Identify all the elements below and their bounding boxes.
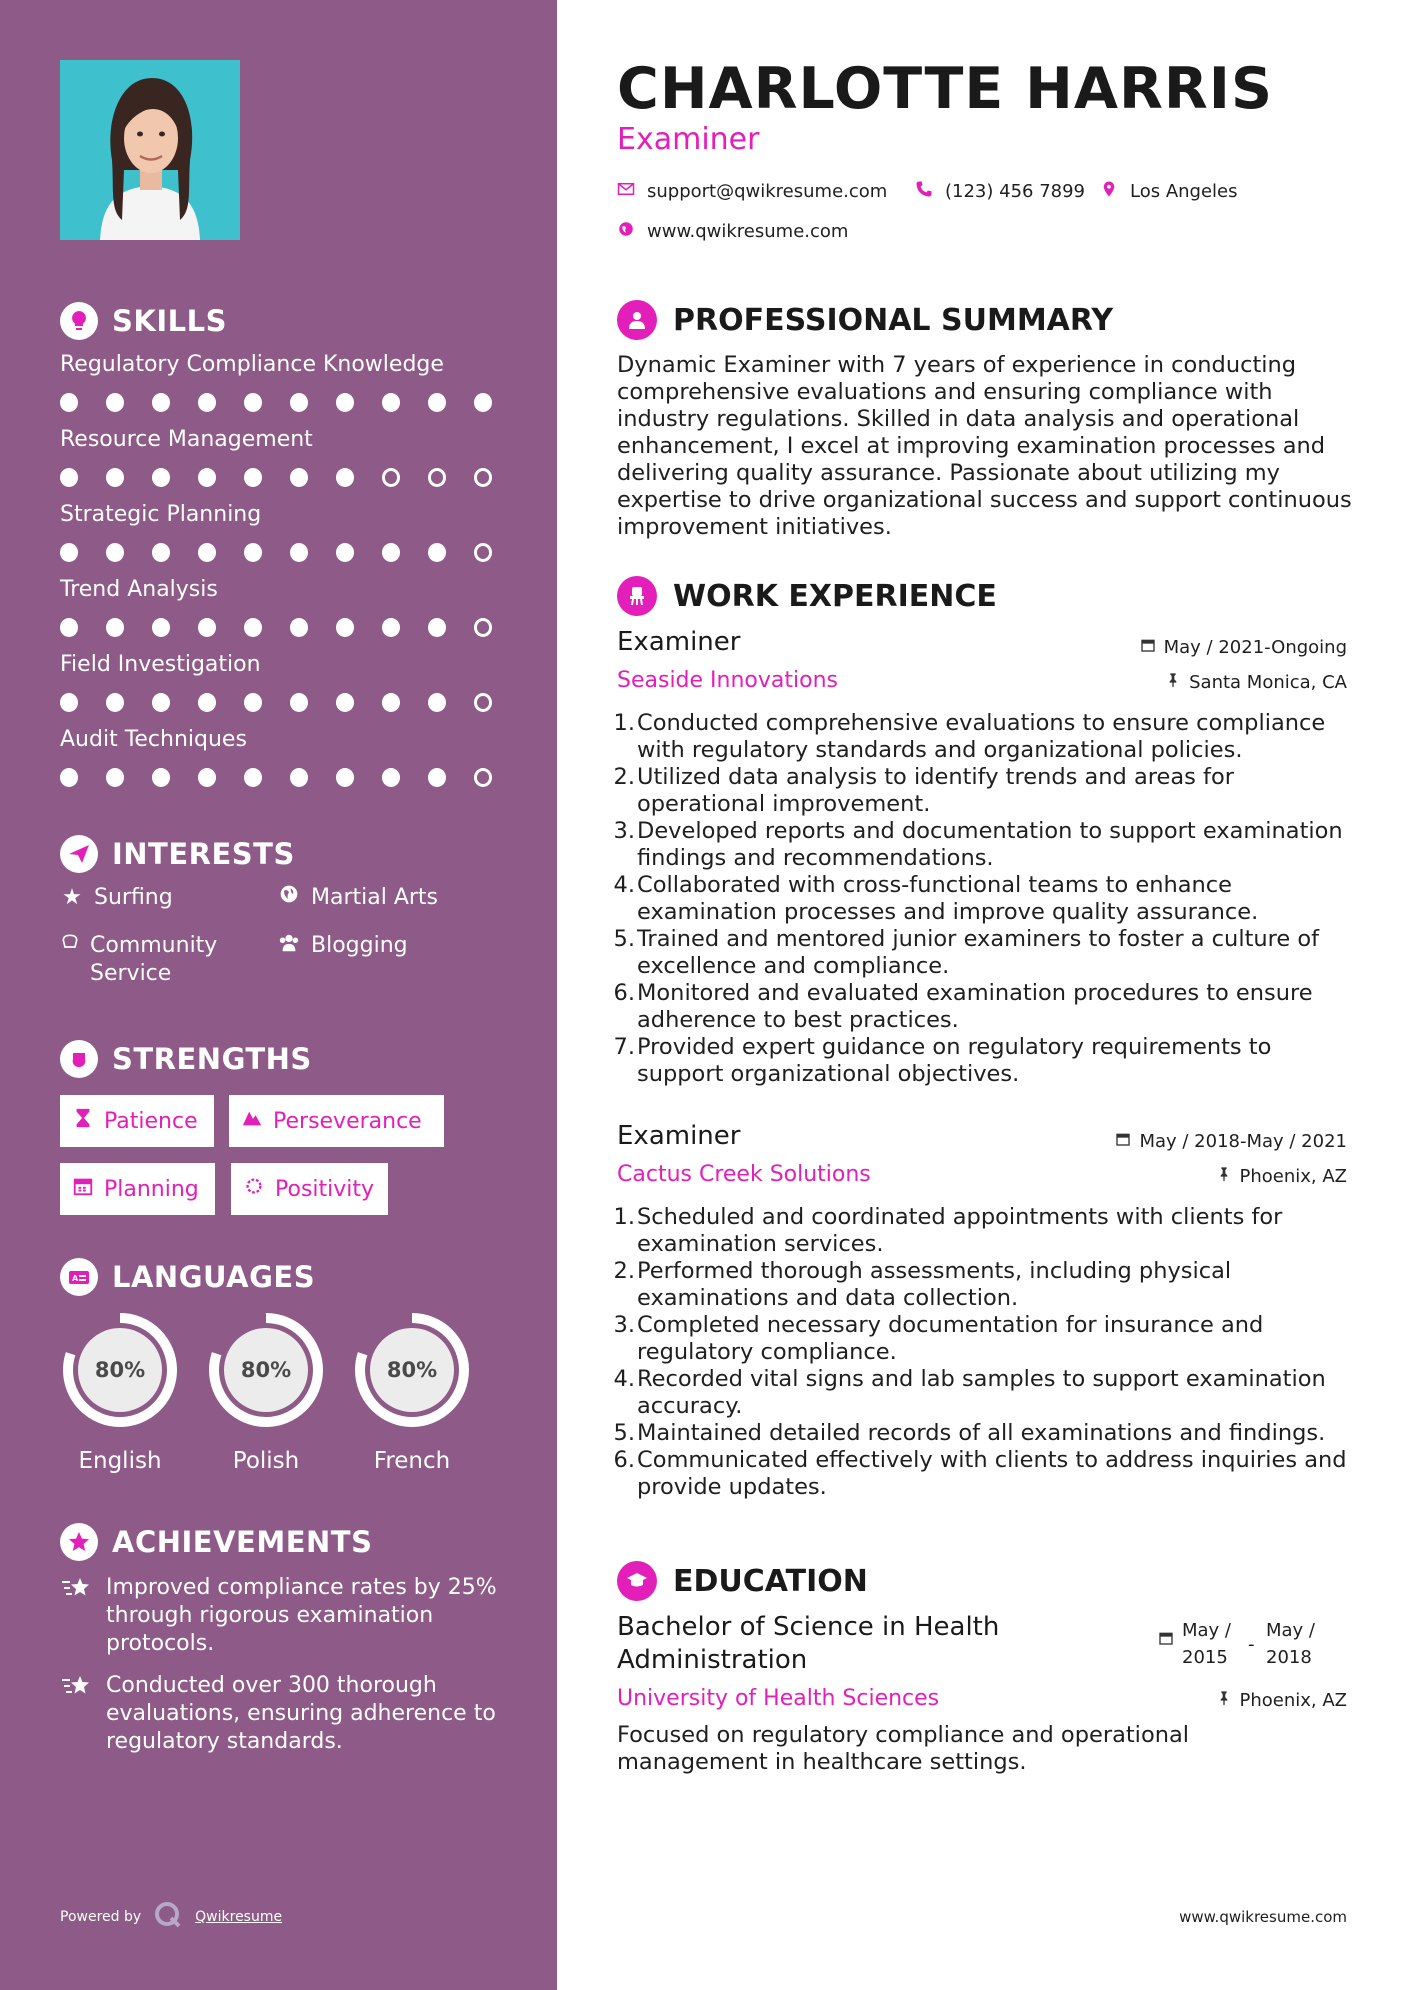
languages-heading (60, 1258, 315, 1296)
skills-title: SKILLS (112, 304, 227, 338)
achievement-item: Improved compliance rates by 25% through rigorous examination protocols. (60, 1574, 500, 1658)
candidate-name: CHARLOTTE HARRIS (617, 56, 1273, 122)
rating-dot-filled (152, 618, 170, 637)
rating-dot-empty (474, 543, 492, 562)
skill-item (60, 427, 520, 487)
skill-item (60, 577, 520, 637)
rating-dot-filled (60, 468, 78, 487)
rating-dot-filled (60, 768, 78, 787)
sun-icon (243, 1175, 265, 1203)
paper-plane-icon (60, 835, 98, 873)
rating-dot-filled (290, 393, 308, 412)
rating-dot-filled (336, 693, 354, 712)
rating-dot-filled (474, 393, 492, 412)
rating-dot-filled (198, 768, 216, 787)
rating-dot-filled (152, 693, 170, 712)
rating-dot-empty (382, 468, 400, 487)
language-ring (204, 1308, 328, 1432)
skills-heading (60, 302, 227, 340)
calendar-icon (1115, 1131, 1131, 1152)
rating-dot-filled (198, 393, 216, 412)
interest-item: Community Service (60, 932, 260, 988)
contact-phone: (123) 456 7899 (915, 180, 1085, 203)
list-item: 2. Utilized data analysis to identify trends and areas for operational improvement. (613, 764, 1234, 817)
rating-dot-filled (290, 693, 308, 712)
rating-dot-filled (244, 468, 262, 487)
mail-icon (617, 180, 635, 203)
rating-dot-filled (152, 768, 170, 787)
strength-badge: Perseverance (229, 1095, 444, 1147)
language-percent: 80% (94, 1358, 146, 1382)
chair-icon (617, 576, 657, 616)
rating-dot-filled (60, 693, 78, 712)
globe-icon (277, 884, 301, 912)
skill-item (60, 352, 520, 412)
rating-dot-filled (428, 693, 446, 712)
job-duties-list (611, 1204, 1351, 1501)
education-description: Focused on regulatory compliance and operational management in healthcare settings. (617, 1722, 1190, 1775)
company-name: Cactus Creek Solutions (617, 1162, 871, 1187)
stars-icon (60, 1672, 94, 1756)
skill-name: Resource Management (60, 427, 313, 452)
qwikresume-link[interactable]: Qwikresume (195, 1909, 283, 1925)
graduation-cap-icon (617, 1561, 657, 1601)
star-icon: ★ (62, 885, 82, 910)
rating-dot-filled (382, 393, 400, 412)
rating-dot-filled (382, 543, 400, 562)
rating-dot-filled (244, 618, 262, 637)
rating-dot-filled (106, 768, 124, 787)
language-name: Polish (232, 1448, 300, 1474)
list-item: 6. Communicated effectively with clients to address inquiries and provide updates. (613, 1447, 1347, 1500)
language-percent: 80% (240, 1358, 292, 1382)
rating-dot-filled (382, 693, 400, 712)
star-badge-icon (60, 1523, 98, 1561)
strength-badge: Planning (60, 1163, 215, 1215)
pushpin-icon (1216, 1166, 1232, 1187)
list-item: 5. Maintained detailed records of all examinations and findings. (613, 1420, 1326, 1446)
education-dates: May / 2015 - May / 2018 (1158, 1617, 1324, 1671)
interests-heading (60, 835, 295, 873)
achievements-title: ACHIEVEMENTS (112, 1525, 373, 1559)
users-icon (277, 932, 301, 962)
contact-website[interactable]: www.qwikresume.com (617, 220, 848, 243)
education-heading: EDUCATION (617, 1561, 868, 1601)
skill-item (60, 502, 520, 562)
job-location: Santa Monica, CA (1165, 672, 1347, 693)
skill-rating (60, 768, 520, 787)
rating-dot-filled (198, 693, 216, 712)
rating-dot-empty (474, 768, 492, 787)
rating-dot-filled (152, 543, 170, 562)
achievement-item: Conducted over 300 thorough evaluations, ensuring adherence to regulatory standards. (60, 1672, 500, 1756)
list-item: 4. Collaborated with cross-functional teams to enhance examination processes and improve quality assurance. (613, 872, 1259, 925)
avatar (60, 60, 240, 240)
language-name: French (373, 1448, 451, 1474)
location-pin-icon (1100, 180, 1118, 203)
rating-dot-filled (106, 693, 124, 712)
contact-email[interactable]: support@qwikresume.com (617, 180, 887, 203)
lightbulb-icon (60, 302, 98, 340)
rating-dot-filled (198, 618, 216, 637)
phone-icon (915, 180, 933, 203)
rating-dot-filled (244, 768, 262, 787)
skill-name: Trend Analysis (60, 577, 218, 602)
strength-badge: Positivity (231, 1163, 388, 1215)
stars-icon (60, 1574, 94, 1658)
rating-dot-filled (106, 393, 124, 412)
globe-icon (617, 220, 635, 243)
skill-name: Audit Techniques (60, 727, 247, 752)
rating-dot-filled (382, 768, 400, 787)
rating-dot-filled (336, 393, 354, 412)
job-duties-list (611, 710, 1351, 1088)
candidate-role: Examiner (617, 122, 760, 157)
job-title: Examiner (617, 1121, 741, 1151)
strength-badge: Patience (60, 1095, 214, 1147)
fist-icon (60, 1040, 98, 1078)
calendar-icon (1158, 1627, 1174, 1671)
profile-photo (60, 60, 240, 240)
language-name: English (78, 1448, 162, 1474)
sidebar (0, 0, 557, 1990)
rating-dot-filled (336, 768, 354, 787)
skill-name: Field Investigation (60, 652, 261, 677)
rating-dot-filled (60, 543, 78, 562)
skill-rating (60, 693, 520, 712)
list-item: 1. Scheduled and coordinated appointments with clients for examination services. (613, 1204, 1283, 1257)
interest-item: Blogging (277, 932, 408, 962)
user-icon (617, 300, 657, 340)
rating-dot-filled (428, 618, 446, 637)
rating-dot-filled (152, 468, 170, 487)
pushpin-icon (1216, 1690, 1232, 1711)
rating-dot-filled (428, 393, 446, 412)
rating-dot-empty (474, 618, 492, 637)
language-ring (350, 1308, 474, 1432)
degree: Bachelor of Science in Health Administration (617, 1612, 1000, 1675)
rating-dot-filled (60, 393, 78, 412)
rating-dot-filled (198, 468, 216, 487)
contact-location: Los Angeles (1100, 180, 1238, 203)
calendar-icon (1140, 637, 1156, 658)
language-ring (58, 1308, 182, 1432)
job-dates: May / 2021-Ongoing (1140, 637, 1347, 658)
summary-heading: PROFESSIONAL SUMMARY (617, 300, 1113, 340)
skill-rating (60, 618, 520, 637)
list-item: 4. Recorded vital signs and lab samples to support examination accuracy. (613, 1366, 1326, 1419)
language-item (204, 1308, 328, 1474)
rating-dot-filled (244, 393, 262, 412)
company-name: Seaside Innovations (617, 668, 838, 693)
hands-icon (60, 932, 80, 988)
list-item: 5. Trained and mentored junior examiners to foster a culture of excellence and compliance. (613, 926, 1320, 979)
rating-dot-filled (382, 618, 400, 637)
rating-dot-filled (244, 693, 262, 712)
list-item: 3. Developed reports and documentation to support examination findings and recommendations. (613, 818, 1343, 871)
list-item: 6. Monitored and evaluated examination procedures to ensure adherence to best practices. (613, 980, 1313, 1033)
hourglass-icon (72, 1107, 94, 1135)
education-location: Phoenix, AZ (1216, 1690, 1348, 1711)
rating-dot-filled (290, 468, 308, 487)
rating-dot-filled (152, 393, 170, 412)
rating-dot-filled (60, 618, 78, 637)
skill-item (60, 727, 520, 787)
mountain-icon (241, 1107, 263, 1135)
job-location: Phoenix, AZ (1216, 1166, 1348, 1187)
rating-dot-filled (428, 543, 446, 562)
list-item: 7. Provided expert guidance on regulatory requirements to support organizational objectives. (613, 1034, 1272, 1087)
language-item (350, 1308, 474, 1474)
rating-dot-filled (198, 543, 216, 562)
strengths-heading (60, 1040, 312, 1078)
list-item: 3. Completed necessary documentation for insurance and regulatory compliance. (613, 1312, 1264, 1365)
pushpin-icon (1165, 672, 1181, 693)
interests-title: INTERESTS (112, 837, 295, 871)
interest-item: ★ Surfing (60, 884, 173, 912)
achievements-heading (60, 1523, 372, 1561)
skill-rating (60, 468, 520, 487)
strengths-title: STRENGTHS (112, 1042, 312, 1076)
skill-name: Strategic Planning (60, 502, 262, 527)
language-percent: 80% (386, 1358, 438, 1382)
skill-rating (60, 543, 520, 562)
summary-text: Dynamic Examiner with 7 years of experience in conducting comprehensive evaluations and ensuring compliance with industry regulations. Skilled in data analysis and operational enhancement, I excel at improving examination processes and delivering quality assurance. Passionate about utilizing my expertise to drive organizational success and support continuous improvement initiatives. (617, 352, 1352, 540)
job-dates: May / 2018-May / 2021 (1115, 1131, 1347, 1152)
rating-dot-filled (336, 618, 354, 637)
language-item (58, 1308, 182, 1474)
powered-by: Powered by Qwikresume (60, 1900, 282, 1934)
skill-rating (60, 393, 520, 412)
languages-title: LANGUAGES (112, 1260, 316, 1294)
list-item: 2. Performed thorough assessments, including physical examinations and data collection. (613, 1258, 1232, 1311)
skill-name: Regulatory Compliance Knowledge (60, 352, 444, 377)
skill-item (60, 652, 520, 712)
language-icon (60, 1258, 98, 1296)
rating-dot-empty (428, 468, 446, 487)
rating-dot-filled (106, 468, 124, 487)
svg-text:A: A (72, 1274, 79, 1283)
interest-item: Martial Arts (277, 884, 438, 912)
rating-dot-filled (106, 543, 124, 562)
rating-dot-filled (290, 768, 308, 787)
rating-dot-filled (106, 618, 124, 637)
rating-dot-filled (244, 543, 262, 562)
list-item: 1. Conducted comprehensive evaluations to ensure compliance with regulatory standards and organizational policies. (613, 710, 1326, 763)
experience-heading: WORK EXPERIENCE (617, 576, 997, 616)
rating-dot-filled (290, 618, 308, 637)
rating-dot-filled (336, 468, 354, 487)
rating-dot-filled (290, 543, 308, 562)
footer-website[interactable]: www.qwikresume.com (1179, 1908, 1347, 1926)
qwikresume-logo-icon (153, 1900, 183, 1934)
school-name: University of Health Sciences (617, 1686, 940, 1711)
job-title: Examiner (617, 627, 741, 657)
rating-dot-filled (336, 543, 354, 562)
rating-dot-filled (428, 768, 446, 787)
calendar-icon (72, 1175, 94, 1203)
rating-dot-empty (474, 468, 492, 487)
rating-dot-empty (474, 693, 492, 712)
